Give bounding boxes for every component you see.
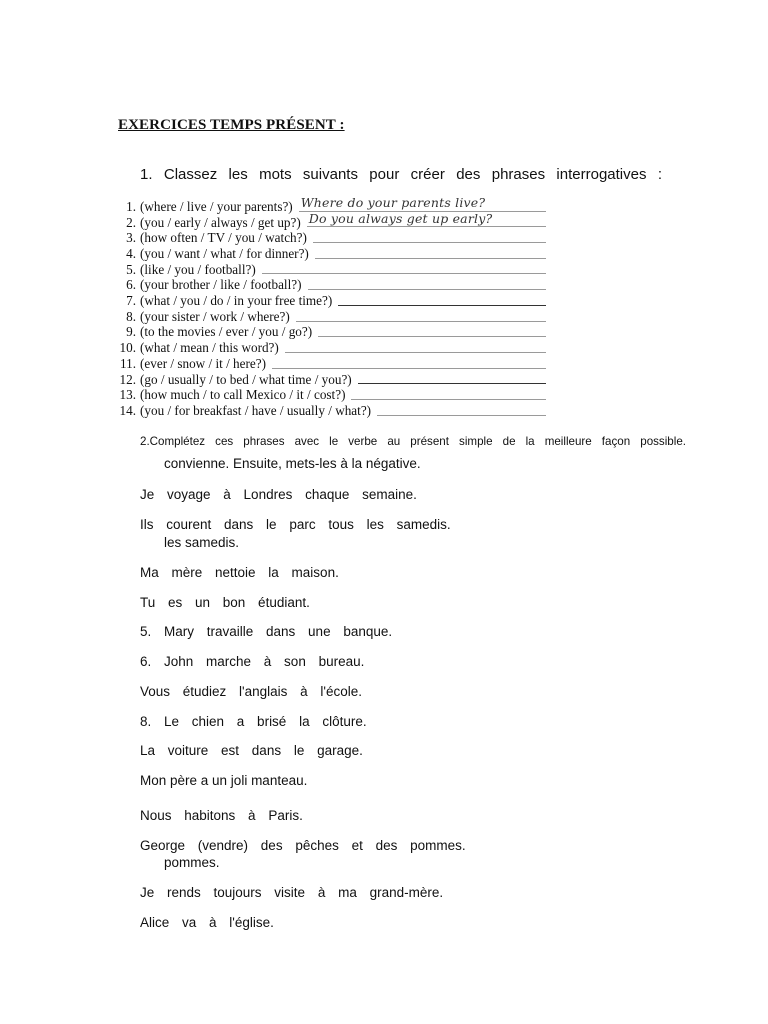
item-prompt: (what / mean / this word?) (140, 340, 279, 356)
list-item (116, 340, 546, 356)
item-number: 7. (126, 293, 136, 309)
list-item (116, 387, 546, 403)
item-number: 2. (126, 214, 136, 230)
sentence: Alice va à l'église. (140, 915, 274, 930)
list-item (116, 277, 546, 293)
item-number: 5. (126, 261, 136, 277)
list-item (116, 262, 546, 278)
handwritten-answer: Where do your parents live? (300, 194, 486, 210)
item-number: 9. (126, 324, 136, 340)
list-item (116, 403, 546, 419)
sentence: 6. John marche à son bureau. (140, 654, 365, 669)
handwritten-answer: Do you always get up early? (308, 210, 493, 226)
exercise-2-instruction: 2.Complétez ces phrases avec le verbe au présent simple de la meilleure façon possible. (140, 435, 686, 448)
item-prompt: (you / want / what / for dinner?) (140, 246, 309, 262)
sentence: George (vendre) des pêches et des pommes. (140, 838, 466, 853)
item-number: 10. (119, 340, 136, 356)
item-number: 3. (126, 230, 136, 246)
answer-line[interactable] (285, 340, 546, 353)
sentence: 5. Mary travaille dans une banque. (140, 624, 393, 639)
answer-line[interactable] (307, 210, 546, 227)
list-item (116, 356, 546, 372)
item-prompt: (like / you / football?) (140, 261, 256, 277)
item-prompt: (your brother / like / football?) (140, 277, 302, 293)
item-number: 6. (126, 277, 136, 293)
item-prompt: (where / live / your parents?) (140, 198, 293, 214)
answer-line[interactable] (313, 230, 546, 243)
item-prompt: (how much / to call Mexico / it / cost?) (140, 387, 346, 403)
answer-line[interactable] (318, 324, 546, 337)
item-prompt: (your sister / work / where?) (140, 308, 290, 324)
sentence: La voiture est dans le garage. (140, 743, 363, 758)
sentence: Je rends toujours visite à ma grand-mère. (140, 885, 444, 900)
item-number: 11. (120, 355, 136, 371)
sentence-continuation: les samedis. (164, 535, 240, 550)
sentence: Je voyage à Londres chaque semaine. (140, 487, 417, 502)
sentence: 8. Le chien a brisé la clôture. (140, 714, 367, 729)
item-number: 1. (126, 198, 136, 214)
answer-line[interactable] (262, 261, 546, 274)
item-number: 13. (119, 387, 136, 403)
answer-line[interactable] (308, 277, 547, 290)
list-item (116, 246, 546, 262)
sentence: Ils courent dans le parc tous les samedis. (140, 517, 451, 532)
answer-line[interactable] (272, 356, 546, 369)
list-item (116, 325, 546, 341)
exercise-1-list (116, 194, 546, 419)
sentence: Nous habitons à Paris. (140, 808, 303, 823)
item-prompt: (to the movies / ever / you / go?) (140, 324, 313, 340)
item-number: 12. (119, 371, 136, 387)
answer-line[interactable] (315, 246, 546, 259)
answer-line[interactable] (338, 293, 546, 306)
item-prompt: (ever / snow / it / here?) (140, 355, 266, 371)
item-number: 8. (126, 308, 136, 324)
sentence-continuation: pommes. (164, 855, 220, 870)
page-title: EXERCICES TEMPS PRÉSENT : (118, 117, 345, 133)
item-prompt: (go / usually / to bed / what time / you?) (140, 371, 352, 387)
list-item (116, 210, 546, 231)
item-prompt: (how often / TV / you / watch?) (140, 230, 307, 246)
answer-line[interactable] (351, 387, 546, 400)
list-item (116, 309, 546, 325)
answer-line[interactable] (377, 403, 546, 416)
item-number: 14. (119, 402, 136, 418)
sentence: Vous étudiez l'anglais à l'école. (140, 684, 363, 699)
list-item (116, 293, 546, 309)
sentence: Ma mère nettoie la maison. (140, 565, 339, 580)
answer-line[interactable] (296, 309, 546, 322)
item-prompt: (you / for breakfast / have / usually / what?) (140, 402, 372, 418)
answer-line[interactable] (358, 371, 546, 384)
exercise-1-instruction: 1. Classez les mots suivants pour créer des phrases interrogatives : (140, 166, 662, 183)
list-item (116, 230, 546, 246)
sentence: Mon père a un joli manteau. (140, 773, 308, 788)
sentence: Tu es un bon étudiant. (140, 595, 310, 610)
item-number: 4. (126, 246, 136, 262)
item-prompt: (what / you / do / in your free time?) (140, 293, 333, 309)
exercise-2-instruction-continued: convienne. Ensuite, mets-les à la négative. (164, 456, 421, 471)
list-item (116, 372, 546, 388)
item-prompt: (you / early / always / get up?) (140, 214, 301, 230)
